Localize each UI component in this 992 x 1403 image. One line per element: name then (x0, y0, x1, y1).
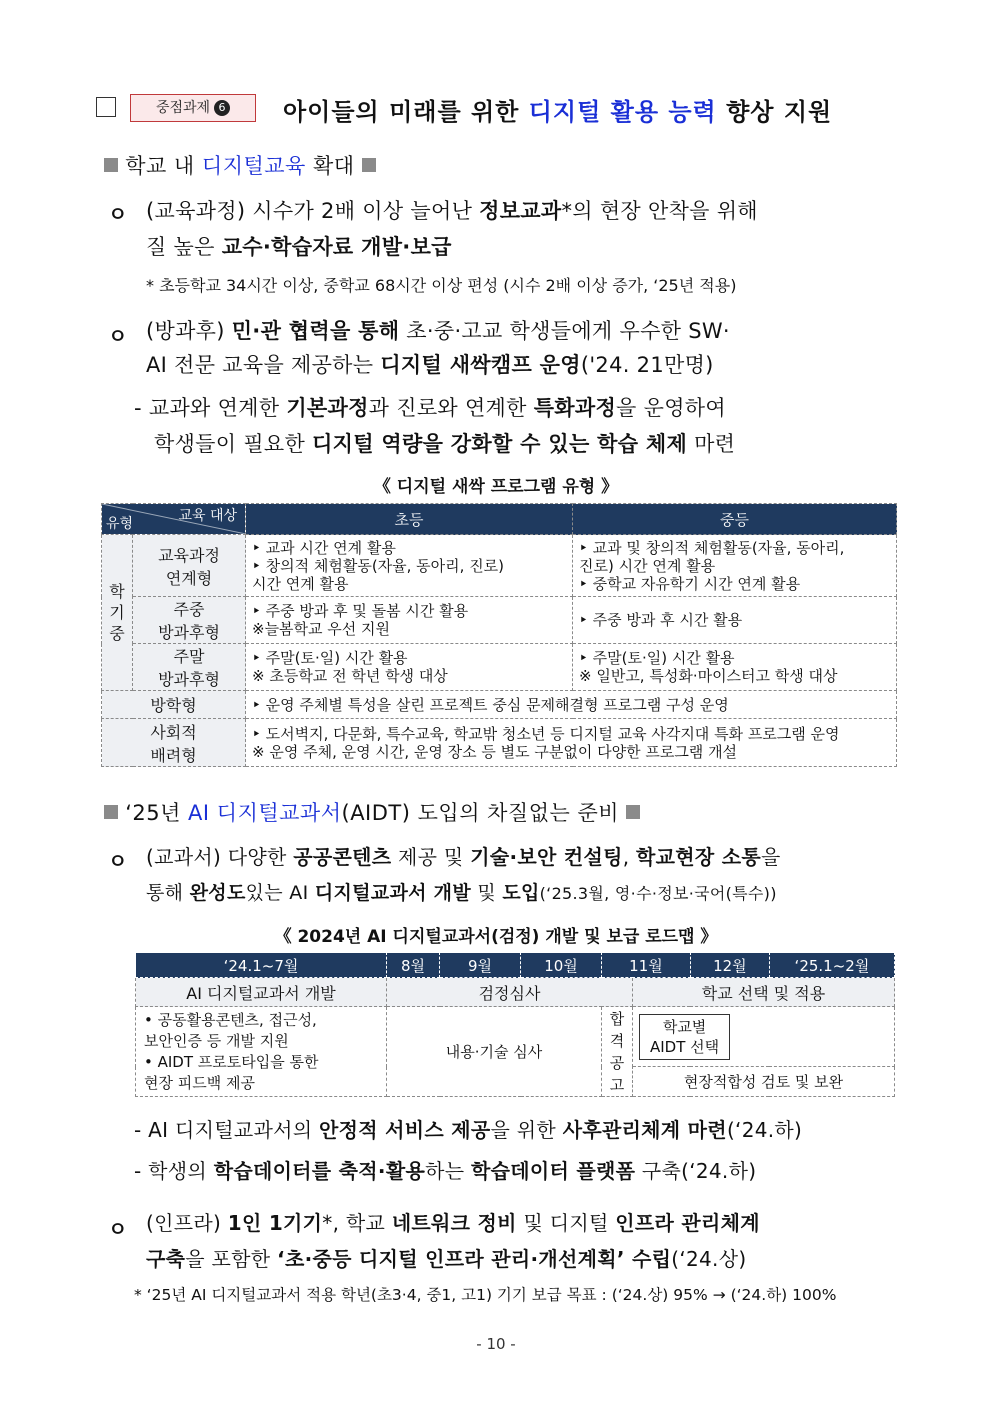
text: , (622, 845, 637, 869)
badge-number: 6 (214, 100, 230, 116)
cell-line: ※ 초등학교 전 학년 학생 대상 (252, 667, 448, 685)
program-type-table (101, 503, 897, 767)
square-bullet-icon (104, 158, 118, 172)
s2-item2-line1 (146, 1205, 760, 1241)
row-type (133, 597, 246, 644)
col-header-middle: 중등 (573, 504, 897, 535)
heading-text-b: 디지털교육 (201, 154, 306, 178)
item1-line2 (146, 229, 452, 265)
s2-item2-footnote: * ‘25년 AI 디지털교과서 적용 학년(초3·4, 중1, 고1) 기기 보급 목표 : (‘24.상) 95% → (‘24.하) 100% (134, 1286, 837, 1304)
row-elem-cell (246, 644, 573, 691)
row-type-text: 사회적 배려형 (150, 722, 197, 765)
heading-text-a: 학교 내 (125, 154, 202, 178)
semester-label (102, 535, 133, 691)
text-bold: 디지털 새싹캠프 운영 (380, 353, 581, 377)
text: 을 위한 (490, 1118, 563, 1142)
text-bold: 공공콘텐츠 (293, 845, 392, 869)
text: 및 (470, 882, 503, 904)
month-header: 12월 (690, 953, 769, 978)
page-title (283, 92, 832, 127)
month-header: 10월 (521, 953, 602, 978)
text: - 교과와 연계한 (134, 396, 287, 420)
badge-label: 중점과제 (155, 100, 211, 116)
square-bullet-icon (104, 805, 118, 819)
s2-item2-line2 (146, 1241, 746, 1277)
month-header: ‘25.1~2월 (769, 953, 894, 978)
cell-line: ‣ 교과 및 창의적 체험활동(자율, 동아리, (579, 538, 845, 557)
text: 통해 (146, 882, 190, 904)
month-header: 11월 (602, 953, 691, 978)
row-vacation-cell (246, 691, 897, 719)
text: 학생들이 필요한 (154, 432, 313, 456)
text-bold: 완성도 (189, 882, 246, 904)
heading-text-b: AI 디지털교과서 (188, 801, 342, 825)
text-bold: 도입 (502, 882, 540, 904)
cell-line: ※ 운영 주체, 운영 시간, 운영 장소 등 별도 구분없이 다양한 프로그램 개설 (252, 742, 738, 761)
s2-item1-line2 (146, 875, 777, 912)
table1-caption: 《 디지털 새싹 프로그램 유형 》 (373, 477, 619, 497)
pass-label: 합격공고 (609, 1009, 625, 1094)
phase1-items (136, 1007, 387, 1097)
month-header: ‘24.1~7월 (136, 953, 387, 978)
title-part-c: 향상 지원 (716, 98, 833, 126)
title-part-a: 아이들의 미래를 위한 (283, 98, 529, 126)
semester-text: 학기중 (109, 582, 125, 643)
row-type-text: 주중 방과후형 (158, 600, 220, 642)
text: 하는 (425, 1159, 471, 1183)
checkbox-square (96, 97, 116, 117)
circle-bullet-icon: ㅇ (108, 324, 128, 348)
row-type-social (102, 719, 246, 767)
text-bold: 정보교과 (479, 199, 562, 223)
page-number: - 10 - (476, 1335, 516, 1353)
text: *의 현장 안착을 위해 (561, 199, 758, 223)
cell-line: ‣ 교과 시간 연계 활용 (252, 538, 396, 557)
cell-line: ‣ 주말(토·일) 시간 활용 (252, 649, 408, 667)
text-bold: 인프라 관리체계 (615, 1211, 760, 1235)
review-cell: 현장적합성 검토 및 보완 (633, 1067, 895, 1097)
row-type-text: 교육과정 연계형 (158, 545, 220, 588)
text: - 학생의 (134, 1159, 214, 1183)
section2-heading (104, 797, 640, 827)
text-bold: 교수·학습자료 개발·보급 (221, 235, 452, 259)
row-mid-cell (573, 535, 897, 597)
corner-bottom-label: 유형 (106, 516, 134, 532)
phase1-line: • AIDT 프로토타입을 통한 (144, 1052, 319, 1071)
text: (교과서) 다양한 (146, 845, 294, 869)
text: 있는 AI (245, 882, 315, 904)
month-header: 8월 (387, 953, 440, 978)
text: (‘25.3월, 영·수·정보·국어(특수)) (539, 884, 777, 903)
phase1-label: AI 디지털교과서 개발 (136, 978, 387, 1007)
row-elem-cell (246, 597, 573, 644)
item2-dash1 (134, 390, 726, 426)
text: 을 포함한 (185, 1247, 278, 1271)
circle-bullet-icon: ㅇ (108, 849, 128, 873)
phase2-item: 내용·기술 심사 (387, 1007, 602, 1097)
text-bold: 안정적 서비스 제공 (319, 1118, 491, 1142)
table2-caption: 《 2024년 AI 디지털교과서(검정) 개발 및 보급 로드맵 》 (274, 927, 718, 947)
cell-line: ※늘봄학교 우선 지원 (252, 620, 391, 638)
heading-text-a: ‘25년 (125, 801, 189, 825)
text: 초·중·고교 학생들에게 우수한 SW· (399, 319, 730, 343)
square-bullet-icon (626, 805, 640, 819)
text: 마련 (687, 432, 736, 456)
item1-footnote: * 초등학교 34시간 이상, 중학교 68시간 이상 편성 (시수 2배 이상 증가, ‘25년 적용) (146, 276, 737, 295)
text-bold: 기술·보안 컨설팅 (470, 845, 623, 869)
heading-text-c: (AIDT) 도입의 차질없는 준비 (341, 801, 620, 825)
text: AI 전문 교육을 제공하는 (146, 353, 381, 377)
text: - AI 디지털교과서의 (134, 1118, 320, 1142)
row-mid-cell (573, 597, 897, 644)
select-box (639, 1014, 730, 1060)
phase2-label: 검정심사 (387, 978, 633, 1007)
text-bold: 민·관 협력을 통해 (231, 319, 400, 343)
item1-line1 (146, 193, 758, 229)
text: 질 높은 (146, 235, 222, 259)
item2-dash2 (154, 426, 735, 462)
priority-badge (130, 94, 256, 122)
phase1-line: • 공동활용콘텐츠, 접근성, (144, 1010, 317, 1029)
phase1-line: 보안인증 등 개발 지원 (144, 1031, 289, 1050)
col-header-elementary: 초등 (246, 504, 573, 535)
text-bold: ‘초·중등 디지털 인프라 관리·개선계획’ 수립 (277, 1247, 672, 1271)
square-bullet-icon (362, 158, 376, 172)
table-corner-header (102, 504, 246, 535)
row-mid-cell (573, 644, 897, 691)
text-bold: 학습데이터를 축적·활용 (213, 1159, 426, 1183)
cell-line: 시간 연계 활용 (252, 574, 349, 593)
circle-bullet-icon: ㅇ (108, 202, 128, 226)
cell-line: 진로) 시간 연계 활용 (579, 556, 716, 575)
text: *, 학교 (322, 1211, 392, 1235)
cell-line: ‣ 중학교 자유학기 시간 연계 활용 (579, 574, 801, 593)
select-line: AIDT 선택 (650, 1037, 720, 1056)
cell-line: ‣ 주말(토·일) 시간 활용 (579, 649, 735, 667)
item2-line1 (146, 313, 730, 349)
text: (인프라) (146, 1211, 228, 1235)
pass-announcement (602, 1007, 633, 1097)
text-bold: 네트워크 정비 (391, 1211, 517, 1235)
row-type-text: 주말 방과후형 (158, 647, 220, 689)
text: 구축(‘24.하) (635, 1159, 757, 1183)
text-bold: 디지털 역량을 강화할 수 있는 학습 체제 (312, 432, 688, 456)
s2-dash2 (134, 1153, 756, 1189)
text: 및 디지털 (516, 1211, 616, 1235)
text: ('24. 21만명) (580, 353, 714, 377)
text: 을 운영하여 (616, 396, 726, 420)
corner-top-label: 교육 대상 (178, 508, 237, 524)
s2-dash1 (134, 1112, 802, 1148)
text-bold: 1인 1기기 (227, 1211, 323, 1235)
section1-heading (104, 150, 376, 180)
text: (방과후) (146, 319, 232, 343)
title-part-b: 디지털 활용 능력 (528, 98, 717, 126)
select-line: 학교별 (662, 1017, 707, 1036)
cell-line: ※ 일반고, 특성화·마이스터고 학생 대상 (579, 667, 838, 685)
text-bold: 학습데이터 플랫폼 (470, 1159, 636, 1183)
text: 을 (761, 845, 781, 869)
text: 과 진로와 연계한 (368, 396, 534, 420)
text-bold: 학교현장 소통 (636, 845, 762, 869)
cell-line: ‣ 도서벽지, 다문화, 특수교육, 학교밖 청소년 등 디지털 교육 사각지대 특화 프로그램 운영 (252, 724, 840, 743)
circle-bullet-icon: ㅇ (108, 1217, 128, 1241)
row-type-vacation: 방학형 (102, 691, 246, 719)
text-bold: 기본과정 (286, 396, 369, 420)
text-bold: 구축 (146, 1247, 186, 1271)
text-bold: 사후관리체계 마련 (562, 1118, 727, 1142)
select-cell (633, 1007, 895, 1067)
item2-line2 (146, 347, 714, 383)
cell-line: ‣ 창의적 체험활동(자율, 동아리, 진로) (252, 556, 505, 575)
heading-text-c: 확대 (305, 154, 355, 178)
s2-item1-line1 (146, 839, 781, 875)
text: 제공 및 (391, 845, 471, 869)
month-header: 9월 (440, 953, 521, 978)
text-bold: 디지털교과서 개발 (314, 882, 471, 904)
text: (‘24.상) (671, 1247, 747, 1271)
cell-line: ‣ 주중 방과 후 시간 활용 (579, 611, 743, 629)
text: (‘24.하) (726, 1118, 803, 1142)
row-type (133, 644, 246, 691)
text-bold: 특화과정 (533, 396, 617, 420)
row-elem-cell (246, 535, 573, 597)
phase3-label: 학교 선택 및 적용 (633, 978, 895, 1007)
cell-line: ‣ 운영 주체별 특성을 살린 프로젝트 중심 문제해결형 프로그램 구성 운영 (252, 695, 729, 714)
roadmap-table (135, 952, 895, 1097)
phase1-line: 현장 피드백 제공 (144, 1073, 255, 1092)
row-type (133, 535, 246, 597)
cell-line: ‣ 주중 방과 후 및 돌봄 시간 활용 (252, 602, 469, 620)
text: (교육과정) 시수가 2배 이상 늘어난 (146, 199, 480, 223)
row-social-cell (246, 719, 897, 767)
